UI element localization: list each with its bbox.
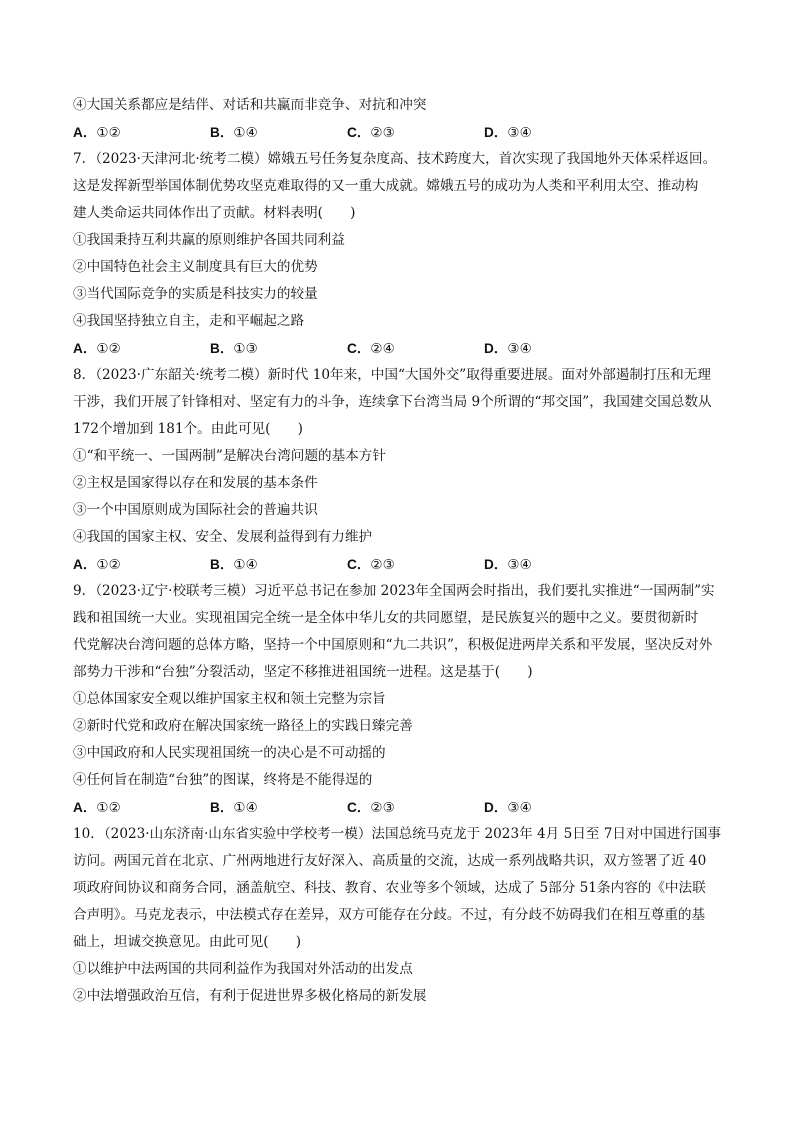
q7-statement: ④我国坚持独立自主，走和平崛起之路	[73, 313, 305, 329]
q9-statement: ①总体国家安全观以维护国家主权和领土完整为宗旨	[73, 691, 386, 707]
q8-options	[73, 551, 733, 578]
q7-stem-line: 建人类命运共同体作出了贡献。材料表明( )	[73, 205, 356, 221]
q7-options	[73, 335, 733, 362]
q8-statement: ③一个中国原则成为国际社会的普遍共识	[73, 502, 318, 518]
q8-stem-line: 8．（2023·广东韶关·统考二模）新时代 10年来，中国“大国外交”取得重要进展。面对外部遏制打压和无理	[73, 367, 711, 383]
q10-statement: ②中法增强政治互信，有利于促进世界多极化格局的新发展	[73, 988, 427, 1004]
q7-stem-line: 这是发挥新型举国体制优势攻坚克难取得的又一重大成就。嫦娥五号的成功为人类和平利用太空、推动构	[73, 178, 699, 194]
q9-options	[73, 794, 733, 821]
q9-stem-line: 践和祖国统一大业。实现祖国完全统一是全体中华儿女的共同愿望，是民族复兴的题中之义。要贯彻新时	[73, 610, 699, 626]
q6-statement-4: ④大国关系都应是结伴、对话和共赢而非竞争、对抗和冲突	[73, 97, 427, 113]
q10-stem-line: 10．（2023·山东济南·山东省实验中学校考一模）法国总统马克龙于 2023年 4月 5日至 7日对中国进行国事	[73, 826, 722, 842]
q8-stem-line: 干涉，我们开展了针锋相对、坚定有力的斗争，连续拿下台湾当局 9个所谓的“邦交国”，我国建交国总数从	[73, 394, 712, 410]
q8-stem-line: 172个增加到 181个。由此可见( )	[73, 421, 303, 437]
q9-statement: ④任何旨在制造“台独”的图谋，终将是不能得逞的	[73, 772, 373, 788]
q9-stem-line: 代党解决台湾问题的总体方略，坚持一个中国原则和“九二共识”，积极促进两岸关系和平发展，坚决反对外	[73, 637, 713, 653]
q7-statement: ③当代国际竞争的实质是科技实力的较量	[73, 286, 318, 302]
q8-option-b[interactable]: B．①④	[210, 557, 258, 573]
q10-stem-line: 项政府间协议和商务合同，涵盖航空、科技、教育、农业等多个领域，达成了 5部分 51条内容的《中法联	[73, 880, 706, 896]
q9-option-d[interactable]: D．③④	[484, 800, 532, 816]
q7-option-b[interactable]: B．①③	[210, 341, 258, 357]
q10-statement: ①以维护中法两国的共同利益作为我国对外活动的出发点	[73, 961, 413, 977]
q6-option-b[interactable]: B．①④	[210, 125, 258, 141]
q7-stem-line: 7．（2023·天津河北·统考二模）嫦娥五号任务复杂度高、技术跨度大，首次实现了我国地外天体采样返回。	[73, 151, 717, 167]
q6-option-c[interactable]: C．②③	[347, 125, 395, 141]
q8-statement: ②主权是国家得以存在和发展的基本条件	[73, 475, 318, 491]
q8-statement: ④我国的国家主权、安全、发展利益得到有力维护	[73, 529, 373, 545]
q9-stem-line: 部势力干涉和“台独”分裂活动，坚定不移推进祖国统一进程。这是基于( )	[73, 664, 533, 680]
q6-option-d[interactable]: D．③④	[484, 125, 532, 141]
q8-option-a[interactable]: A．①②	[73, 557, 121, 573]
q6-option-a[interactable]: A．①②	[73, 125, 121, 141]
q9-option-a[interactable]: A．①②	[73, 800, 121, 816]
q7-statement: ②中国特色社会主义制度具有巨大的优势	[73, 259, 318, 275]
q7-option-a[interactable]: A．①②	[73, 341, 121, 357]
q8-option-c[interactable]: C．②③	[347, 557, 395, 573]
q6-options	[73, 119, 733, 146]
q8-option-d[interactable]: D．③④	[484, 557, 532, 573]
q7-option-c[interactable]: C．②④	[347, 341, 395, 357]
q10-stem-line: 合声明》。马克龙表示，中法模式存在差异，双方可能存在分歧。不过，有分歧不妨碍我们在相互尊重的基	[73, 907, 706, 923]
q9-option-b[interactable]: B．①④	[210, 800, 258, 816]
q9-statement: ③中国政府和人民实现祖国统一的决心是不可动摇的	[73, 745, 386, 761]
q7-option-d[interactable]: D．③④	[484, 341, 532, 357]
q10-stem-line: 础上，坦诚交换意见。由此可见( )	[73, 934, 302, 950]
q9-statement: ②新时代党和政府在解决国家统一路径上的实践日臻完善	[73, 718, 413, 734]
q8-statement: ①“和平统一、一国两制”是解决台湾问题的基本方针	[73, 448, 386, 464]
q9-stem-line: 9．（2023·辽宁·校联考三模）习近平总书记在参加 2023年全国两会时指出，我们要扎实推进“一国两制”实	[73, 583, 715, 599]
q9-option-c[interactable]: C．②③	[347, 800, 395, 816]
q10-stem-line: 访问。两国元首在北京、广州两地进行友好深入、高质量的交流，达成一系列战略共识，双方签署了近 40	[73, 853, 707, 869]
q7-statement: ①我国秉持互利共赢的原则维护各国共同利益	[73, 232, 345, 248]
question-list	[73, 92, 733, 1010]
